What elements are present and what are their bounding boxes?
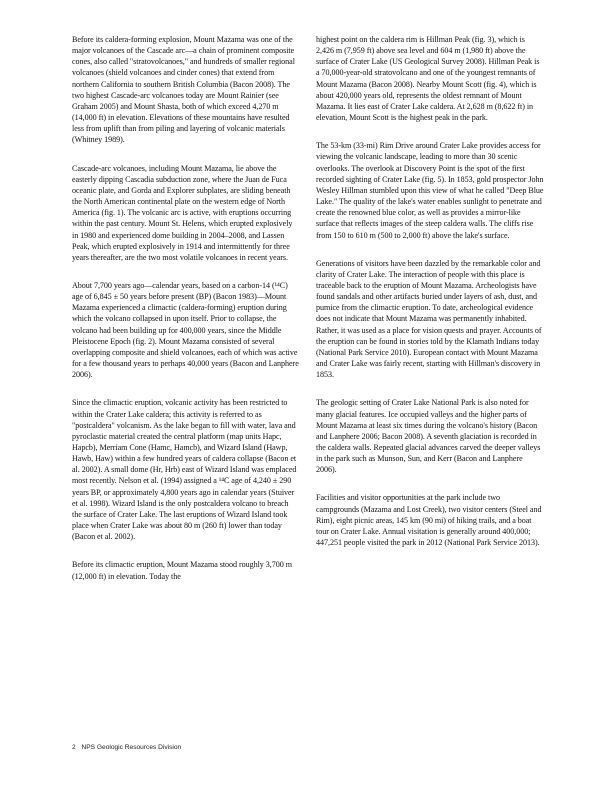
paragraph: Generations of visitors have been dazzled by the remarkable color and clarity of Crater Lake. The interaction of people with this place is traceable back to the eruption of Mount Mazama. Archeologists have found sandals and other artifacts buried under layers of ash, dust, and pumice from the climactic eruption. To date, archeological evidence does not indicate that Mount Mazama was permanently inhabited. Rather, it was used as a place for vision quests and prayer. Accounts of the eruption can be found in stories told by the Klamath Indians today (National Park Service 2010). European contact with Mount Mazama and Crater Lake was fairly recent, starting with Hillman's discovery in 1853. xyxy=(316,258,542,380)
paragraph: Before its caldera-forming explosion, Mount Mazama was one of the major volcanoes of the Cascade arc—a chain of prominent composite cones, also called "stratovolcanoes," and hundreds of smaller regional volcanoes (shield volcanoes and cinder cones) that extend from northern California to southern British Columbia (Bacon 2008). The two highest Cascade-arc volcanoes today are Mount Rainier (see Graham 2005) and Mount Shasta, both of which exceed 4,270 m (14,000 ft) in elevation. Elevations of these mountains have resulted less from uplift than from piling and layering of volcanic materials (Whitney 1989). xyxy=(72,35,295,145)
paragraph: Cascade-arc volcanoes, including Mount Mazama, lie above the easterly dipping Cascadia subduction zone, where the Juan de Fuca oceanic plate, and Gorda and Explorer subplates, are sliding beneath the North American continental plate on the western edge of North America (fig. 1). The volcanic arc is active, with eruptions occurring within the past century. Mount St. Helens, which erupted explosively in 1980 and experienced dome building in 2004–2008, and Lassen Peak, which erupted explosively in 1914 and intermittently for three years thereafter, are the two most volatile volcanoes in recent years. xyxy=(72,163,293,262)
paragraph: About 7,700 years ago—calendar years, based on a carbon-14 (¹⁴C) age of 6,845 ± 50 years before present (BP) (Bacon 1983)—Mount Mazama experienced a climactic (caldera-forming) eruption during which the volcano collapsed in upon itself. Prior to collapse, the volcano had been building up for 400,000 years, since the Middle Pleistocene Epoch (fig. 2). Mount Mazama consisted of several overlapping composite and shield volcanoes, each of which was active for a few thousand years to perhaps 40,000 years (Bacon and Lanphere 2006). xyxy=(72,280,299,380)
paragraph: Before its climactic eruption, Mount Mazama stood roughly 3,700 m (12,000 ft) in elevation. Today the xyxy=(72,560,292,581)
paragraph: The 53-km (33-mi) Rim Drive around Crater Lake provides access for viewing the volcanic landscape, leading to more than 30 scenic overlooks. The overlook at Discovery Point is the spot of the first recorded sighting of Crater Lake (fig. 5). In 1853, gold prospector John Wesley Hillman stumbled upon this view of what he called "Deep Blue Lake." The quality of the lake's water enables sunlight to penetrate and create the renowned blue color, as well as provides a mirror-like surface that reflects images of the steep caldera walls. The cliffs rise from 150 to 610 m (500 to 2,000 ft) above the lake's surface. xyxy=(316,141,544,240)
page-footer xyxy=(72,744,181,751)
paragraph: Since the climactic eruption, volcanic activity has been restricted to within the Crater Lake caldera; this activity is referred to as "postcaldera" volcanism. As the lake began to fill with water, lava and pyroclastic material created the central platform (map units Hapc, Hapcb), Merriam Cone (Hamc, Hamcb), and Wizard Island (Hawp, Hawb, Haw) within a few hundred years of caldera collapse (Bacon et al. 2002). A small dome (Hr, Hrb) east of Wizard Island was emplaced most recently. Nelson et al. (1994) assigned a ¹⁴C age of 4,240 ± 290 years BP, or approximately 4,800 years ago in calendar years (Stuiver et al. 1998). Wizard Island is the only postcaldera volcano to breach the surface of Crater Lake. The last eruptions of Wizard Island took place when Crater Lake was about 80 m (260 ft) lower than today (Bacon et al. 2002). xyxy=(72,398,297,542)
footer-label: NPS Geologic Resources Division xyxy=(81,744,182,751)
page-number: 2 xyxy=(72,744,76,751)
paragraph: The geologic setting of Crater Lake National Park is also noted for many glacial features. Ice occupied valleys and the higher parts of Mount Mazama at least six times during the volcano's history (Bacon and Lanphere 2006; Bacon 2008). A seventh glaciation is recorded in the caldera walls. Repeated glacial advances carved the deeper valleys in the park such as Munson, Sun, and Kerr (Bacon and Lanphere 2006). xyxy=(316,398,541,475)
right-column xyxy=(316,34,544,565)
left-column xyxy=(72,34,300,599)
paragraph: Facilities and visitor opportunities at the park include two campgrounds (Mazama and Lost Creek), two visitor centers (Steel and Rim), eight picnic areas, 145 km (90 mi) of hiking trails, and a boat tour on Crater Lake. Annual visitation is generally around 400,000; 447,251 people visited the park in 2012 (National Park Service 2013). xyxy=(316,493,542,548)
paragraph: highest point on the caldera rim is Hillman Peak (fig. 3), which is 2,426 m (7,959 ft) above sea level and 604 m (1,980 ft) above the surface of Crater Lake (US Geological Survey 2008). Hillman Peak is a 70,000-year-old stratovolcano and one of the youngest remnants of Mount Mazama (Bacon 2008). Nearby Mount Scott (fig. 4), which is about 420,000 years old, represents the oldest remnant of Mount Mazama. It lies east of Crater Lake caldera. At 2,628 m (8,622 ft) in elevation, Mount Scott is the highest peak in the park. xyxy=(316,35,540,123)
